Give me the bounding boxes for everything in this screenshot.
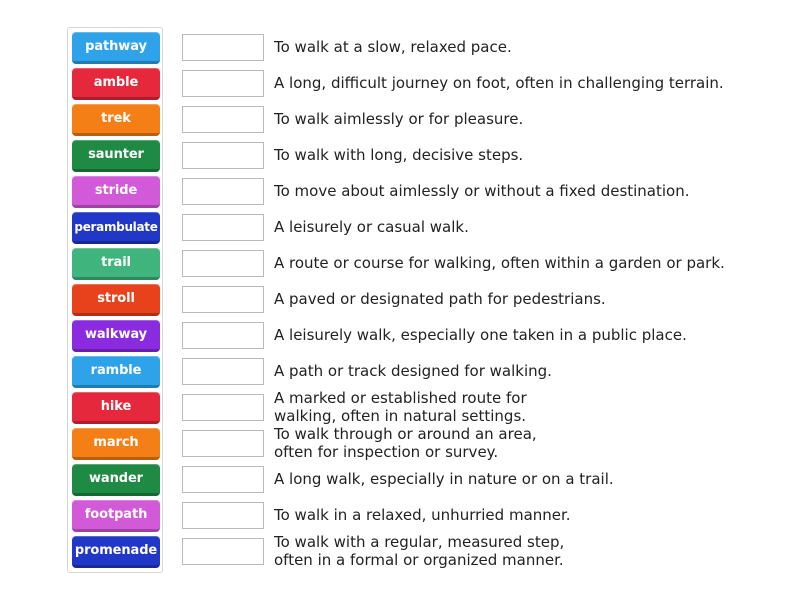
definition-text: To walk through or around an area, often for inspection or survey. — [274, 425, 537, 461]
answer-slot[interactable] — [182, 394, 264, 421]
answer-slot[interactable] — [182, 214, 264, 241]
word-tile-saunter[interactable]: saunter — [72, 140, 160, 172]
word-tile-amble[interactable]: amble — [72, 68, 160, 100]
answer-slot[interactable] — [182, 106, 264, 133]
definition-text: To walk at a slow, relaxed pace. — [274, 38, 512, 56]
definition-text: A leisurely or casual walk. — [274, 218, 469, 236]
answer-slot[interactable] — [182, 466, 264, 493]
word-tile-footpath[interactable]: footpath — [72, 500, 160, 532]
definition-text: To walk in a relaxed, unhurried manner. — [274, 506, 571, 524]
answer-slot[interactable] — [182, 178, 264, 205]
definition-text: To walk with long, decisive steps. — [274, 146, 524, 164]
answer-slot[interactable] — [182, 142, 264, 169]
answer-slot[interactable] — [182, 250, 264, 277]
word-tile-promenade[interactable]: promenade — [72, 536, 160, 568]
definition-text: A paved or designated path for pedestrians. — [274, 290, 606, 308]
definition-text: A route or course for walking, often within a garden or park. — [274, 254, 725, 272]
word-tile-perambulate[interactable]: perambulate — [72, 212, 160, 244]
definition-text: To move about aimlessly or without a fixed destination. — [274, 182, 690, 200]
word-tile-trek[interactable]: trek — [72, 104, 160, 136]
definition-text: A long walk, especially in nature or on a trail. — [274, 470, 614, 488]
word-tile-wander[interactable]: wander — [72, 464, 160, 496]
answer-slot[interactable] — [182, 286, 264, 313]
answer-slot[interactable] — [182, 70, 264, 97]
word-tile-trail[interactable]: trail — [72, 248, 160, 280]
answer-slot[interactable] — [182, 502, 264, 529]
word-tile-walkway[interactable]: walkway — [72, 320, 160, 352]
answer-slot[interactable] — [182, 430, 264, 457]
definition-text: A leisurely walk, especially one taken in a public place. — [274, 326, 687, 344]
answer-slot[interactable] — [182, 538, 264, 565]
answer-slot[interactable] — [182, 34, 264, 61]
definition-text: A marked or established route for walking, often in natural settings. — [274, 389, 527, 425]
word-tile-march[interactable]: march — [72, 428, 160, 460]
word-tile-stride[interactable]: stride — [72, 176, 160, 208]
word-tile-ramble[interactable]: ramble — [72, 356, 160, 388]
definition-text: A path or track designed for walking. — [274, 362, 552, 380]
answer-slot[interactable] — [182, 358, 264, 385]
word-tile-pathway[interactable]: pathway — [72, 32, 160, 64]
word-tile-stroll[interactable]: stroll — [72, 284, 160, 316]
definition-text: To walk with a regular, measured step, often in a formal or organized manner. — [274, 533, 565, 569]
word-tile-hike[interactable]: hike — [72, 392, 160, 424]
definition-text: A long, difficult journey on foot, often in challenging terrain. — [274, 74, 724, 92]
answer-slot[interactable] — [182, 322, 264, 349]
definition-text: To walk aimlessly or for pleasure. — [274, 110, 524, 128]
